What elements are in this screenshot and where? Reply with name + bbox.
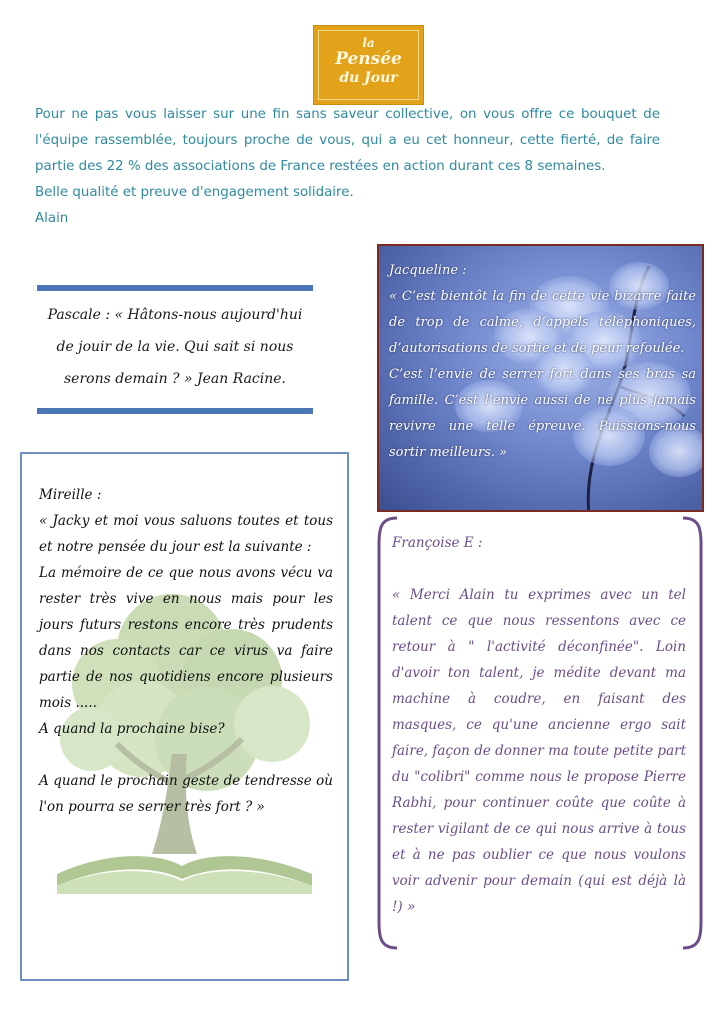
mireille-paragraph-3: A quand la prochaine bise? (39, 721, 225, 737)
mireille-name: Mireille : (39, 487, 102, 503)
mireille-paragraph-4: A quand le prochain geste de tendresse où l'on pourra se serrer très fort ? » (39, 773, 333, 815)
intro-signature: Alain (35, 211, 69, 226)
mireille-paragraph-2: La mémoire de ce que nous avons vécu va rester très vive en nous mais pour les jours futurs restons encore très prudents dans nos contacts car ce virus va faire partie de nos quotidiens encore plusieurs mois ..... (39, 565, 333, 711)
pascale-bottom-rule (37, 408, 313, 414)
intro-paragraph: Pour ne pas vous laisser sur une fin sans saveur collective, on vous offre ce bouquet de l'équipe rassemblée, toujours proche de vous, qui a eu cet honneur, cette fierté, de faire partie des 22 % des associations de France restées en action durant ces 8 semaines. (35, 107, 660, 174)
logo-line-2: Pensée (335, 49, 402, 69)
logo-line-1: la (362, 36, 375, 50)
intro-line-2: Belle qualité et preuve d'engagement solidaire. (35, 185, 354, 200)
pascale-top-rule (37, 285, 313, 291)
logo-line-3: du Jour (339, 70, 398, 86)
mireille-spacer (39, 742, 333, 768)
mireille-paragraph-1: « Jacky et moi vous saluons toutes et tous et notre pensée du jour est la suivante : (39, 513, 333, 555)
jacqueline-paragraph-2: C’est l’envie de serrer fort dans ses bras sa famille. C’est l’envie aussi de ne plus jamais revivre une telle épreuve. Puissions-nous sortir meilleurs. » (389, 367, 696, 460)
francoise-message (392, 530, 686, 920)
jacqueline-message (389, 258, 696, 466)
jacqueline-name: Jacqueline : (389, 263, 467, 278)
jacqueline-paragraph-1: « C’est bientôt la fin de cette vie bizarre faite de trop de calme, d’appels téléphoniques, d’autorisations de sortie et de peur refoulée. (389, 289, 696, 356)
francoise-spacer (392, 556, 686, 582)
mireille-message (39, 482, 333, 820)
intro-message (35, 102, 660, 232)
francoise-name: Françoise E : (392, 535, 483, 551)
pascale-quote: Pascale : « Hâtons-nous aujourd'hui de jouir de la vie. Qui sait si nous serons demain ? » Jean Racine. (47, 307, 303, 387)
francoise-paragraph-1: « Merci Alain tu exprimes avec un tel talent ce que nous ressentons avec ce retour à " l'activité déconfinée". Loin d'avoir ton talent, je médite devant ma machine à coudre, en faisant des masques, ce qu'une ancienne ergo sait faire, façon de donner ma toute petite part du "colibri" comme nous le propose Pierre Rabhi, pour continuer coûte que coûte à rester vigilant de ce qui nous arrive à tous et à ne pas oublier ce que nous voulons voir advenir pour demain (qui est déjà là !) » (392, 587, 686, 915)
logo-la-pensee-du-jour (313, 25, 424, 105)
